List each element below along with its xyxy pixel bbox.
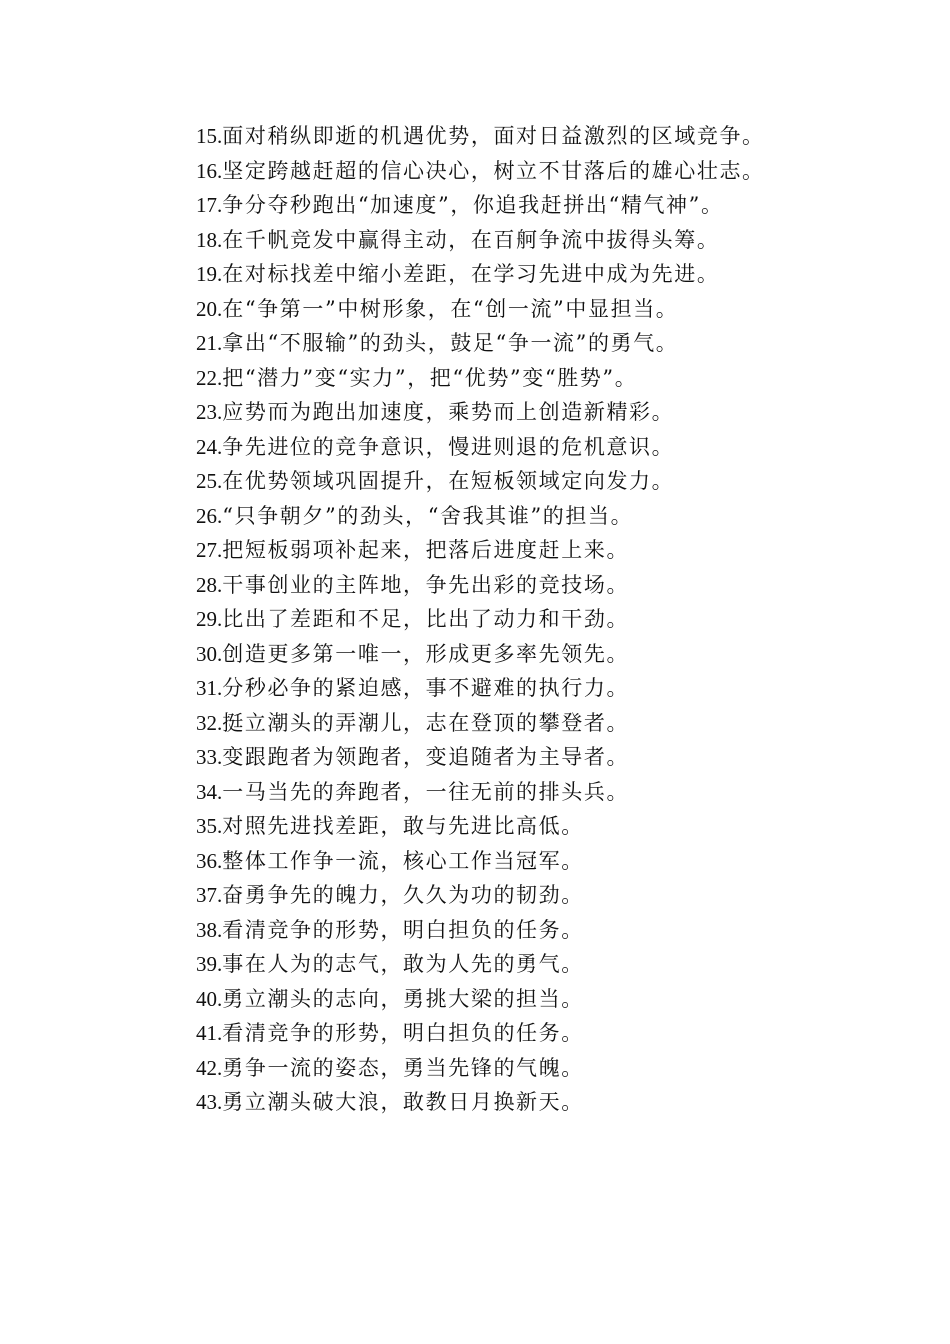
- list-item: [145, 257, 809, 292]
- item-text: 在对标找差中缩小差距，在学习先进中成为先进。: [222, 262, 720, 286]
- list-item: [145, 1051, 809, 1086]
- item-number: 19.: [196, 262, 223, 286]
- item-text: 在千帆竞发中赢得主动，在百舸争流中拔得头筹。: [222, 227, 720, 252]
- list-item: [145, 602, 809, 637]
- list-item: [145, 913, 809, 948]
- list-item: [145, 568, 809, 603]
- item-text: “只争朝夕”的劲头，“舍我其谁”的担当。: [222, 503, 634, 528]
- item-text: 整体工作争一流，核心工作当冠军。: [222, 848, 584, 873]
- item-text: 坚定跨越赶超的信心决心，树立不甘落后的雄心壮志。: [222, 158, 765, 183]
- list-item: [145, 223, 809, 258]
- item-text: 在优势领域巩固提升，在短板领域定向发力。: [222, 469, 675, 493]
- item-text: 勇争一流的姿态，勇当先锋的气魄。: [222, 1055, 584, 1080]
- item-text: 把“潜力”变“实力”，把“优势”变“胜势”。: [222, 365, 638, 390]
- item-text: 把短板弱项补起来，把落后进度赶上来。: [222, 538, 630, 562]
- list-item: [145, 188, 809, 223]
- item-number: 35.: [196, 814, 223, 838]
- item-number: 23.: [196, 400, 223, 424]
- item-text: 挺立潮头的弄潮儿，志在登顶的攀登者。: [222, 710, 630, 735]
- item-number: 22.: [196, 365, 223, 390]
- item-number: 24.: [196, 434, 223, 459]
- item-number: 30.: [196, 641, 223, 666]
- list-item: [145, 637, 809, 672]
- list-item: [145, 878, 809, 913]
- list-item: [145, 982, 809, 1017]
- item-text: 勇立潮头破大浪，敢教日月换新天。: [222, 1090, 584, 1114]
- item-number: 28.: [196, 572, 223, 597]
- item-number: 15.: [196, 124, 223, 148]
- item-text: 创造更多第一唯一，形成更多率先领先。: [222, 641, 630, 666]
- item-number: 17.: [196, 193, 223, 217]
- list-item: [145, 533, 809, 568]
- item-text: 在“争第一”中树形象，在“创一流”中显担当。: [222, 296, 679, 321]
- item-number: 21.: [196, 331, 223, 355]
- list-item: [145, 1085, 809, 1120]
- item-text: 对照先进找差距，敢与先进比高低。: [222, 814, 584, 838]
- item-number: 27.: [196, 538, 223, 562]
- item-number: 36.: [196, 848, 223, 873]
- list-item: [145, 706, 809, 741]
- item-text: 面对稍纵即逝的机遇优势，面对日益激烈的区域竞争。: [222, 124, 765, 148]
- slogan-list: [145, 119, 809, 1120]
- item-text: 看清竞争的形势，明白担负的任务。: [222, 917, 584, 942]
- item-number: 32.: [196, 710, 223, 735]
- item-text: 干事创业的主阵地，争先出彩的竞技场。: [222, 572, 630, 597]
- list-item: [145, 119, 809, 154]
- item-text: 勇立潮头的志向，勇挑大梁的担当。: [222, 986, 584, 1011]
- item-text: 比出了差距和不足，比出了动力和干劲。: [222, 607, 630, 631]
- list-item: [145, 292, 809, 327]
- item-number: 33.: [196, 745, 223, 769]
- item-number: 42.: [196, 1055, 223, 1080]
- item-number: 16.: [196, 158, 223, 183]
- list-item: [145, 844, 809, 879]
- item-text: 争先进位的竞争意识，慢进则退的危机意识。: [222, 434, 675, 459]
- item-number: 40.: [196, 986, 223, 1011]
- item-number: 20.: [196, 296, 223, 321]
- item-number: 39.: [196, 952, 223, 976]
- list-item: [145, 1016, 809, 1051]
- item-text: 奋勇争先的魄力，久久为功的韧劲。: [222, 883, 584, 907]
- item-text: 应势而为跑出加速度，乘势而上创造新精彩。: [222, 400, 675, 424]
- item-number: 18.: [196, 227, 223, 252]
- list-item: [145, 671, 809, 706]
- item-number: 37.: [196, 883, 223, 907]
- list-item: [145, 361, 809, 396]
- item-number: 29.: [196, 607, 223, 631]
- list-item: [145, 947, 809, 982]
- item-text: 看清竞争的形势，明白担负的任务。: [222, 1021, 584, 1045]
- list-item: [145, 154, 809, 189]
- list-item: [145, 464, 809, 499]
- list-item: [145, 430, 809, 465]
- item-number: 43.: [196, 1090, 223, 1114]
- list-item: [145, 740, 809, 775]
- list-item: [145, 775, 809, 810]
- item-text: 争分夺秒跑出“加速度”，你追我赶拼出“精气神”。: [222, 193, 724, 217]
- item-text: 一马当先的奔跑者，一往无前的排头兵。: [222, 779, 630, 804]
- list-item: [145, 326, 809, 361]
- item-text: 分秒必争的紧迫感，事不避难的执行力。: [222, 676, 630, 700]
- list-item: [145, 809, 809, 844]
- list-item: [145, 395, 809, 430]
- item-number: 26.: [196, 503, 223, 528]
- item-number: 34.: [196, 779, 223, 804]
- item-number: 38.: [196, 917, 223, 942]
- item-text: 变跟跑者为领跑者，变追随者为主导者。: [222, 745, 630, 769]
- item-text: 拿出“不服输”的劲头，鼓足“争一流”的勇气。: [222, 331, 679, 355]
- item-text: 事在人为的志气，敢为人先的勇气。: [222, 952, 584, 976]
- list-item: [145, 499, 809, 534]
- item-number: 41.: [196, 1021, 223, 1045]
- item-number: 31.: [196, 676, 223, 700]
- item-number: 25.: [196, 469, 223, 493]
